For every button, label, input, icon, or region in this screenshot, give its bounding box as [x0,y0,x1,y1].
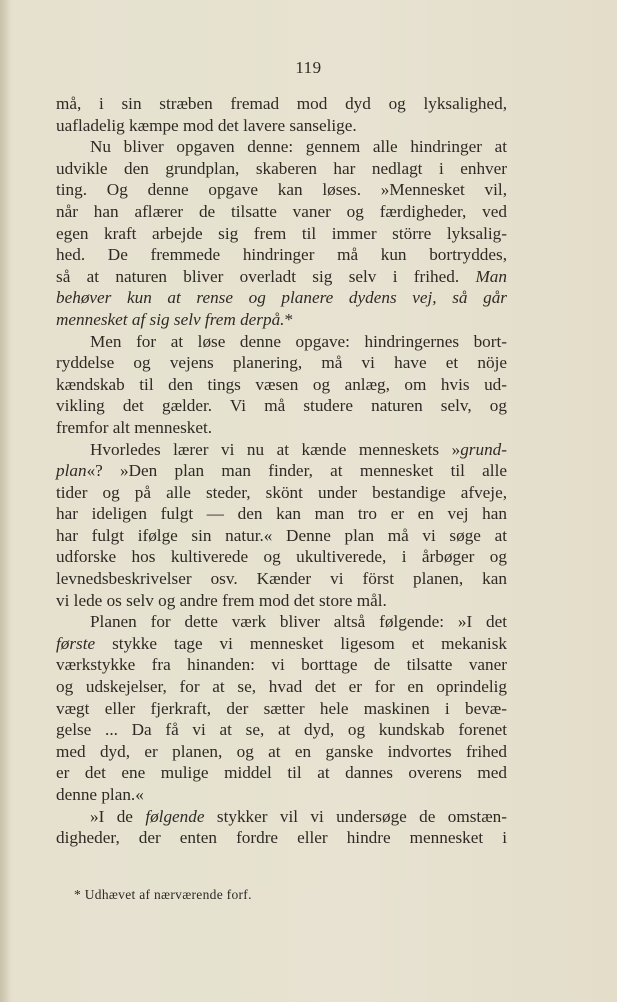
text-line [56,395,507,417]
text-segment: ting. Og denne opgave kan løses. »Mennesket vil, [56,180,507,200]
text-line [56,439,507,461]
text-line [56,698,507,720]
text-segment: fremfor alt mennesket. [56,417,213,437]
text-line [56,762,507,784]
text-line [56,201,507,223]
text-segment: * [284,309,294,329]
text-segment: Planen for dette værk bliver altså følgende: »I det [90,612,507,632]
text-segment: så at naturen bliver overladt sig selv i frihed. [56,266,476,286]
text-segment: »I de [90,806,146,826]
text-line [56,158,507,180]
text-segment: udforske hos kultiverede og ukultiverede, i årbøger og [56,547,507,567]
text-segment: vægt eller fjerkraft, der sætter hele maskinen i bevæ- [56,698,507,718]
text-line [56,179,507,201]
text-segment: gelse ... Da få vi at se, at dyd, og kundskab forenet [56,720,507,740]
text-segment: hed. De fremmede hindringer må kun bortryddes, [56,245,507,265]
text-line [56,244,507,266]
text-segment: vikling det gælder. Vi må studere naturen selv, og [56,396,507,416]
text-segment: kændskab til den tings væsen og anlæg, om hvis ud- [56,374,507,394]
text-line [56,719,507,741]
text-line [56,546,507,568]
italic-text: Man [475,266,507,286]
text-line [56,115,507,137]
page-gutter-shadow [0,0,10,1002]
text-line [56,633,507,655]
italic-text: følgende [145,806,205,826]
text-line [56,482,507,504]
text-line [56,460,507,482]
body-text [56,93,507,849]
text-line [56,352,507,374]
text-line [56,525,507,547]
text-line [56,93,507,115]
text-line [56,568,507,590]
text-segment: er det ene mulige middel til at dannes overens med [56,763,507,783]
text-segment: når han aflærer de tilsatte vaner og færdigheder, ved [56,201,507,221]
text-segment: levnedsbeskrivelser osv. Kænder vi först planen, kan [56,569,507,589]
text-segment: ryddelse og vejens planering, må vi have et nöje [56,353,507,373]
text-segment: Nu bliver opgaven denne: gennem alle hindringer at [90,137,507,157]
text-line [56,806,507,828]
text-line [56,590,507,612]
text-line [56,223,507,245]
text-line [56,827,507,849]
text-segment: og udskejelser, for at se, hvad det er for en oprindelig [56,677,507,697]
text-line [56,676,507,698]
text-line [56,266,507,288]
italic-text: plan [56,461,87,481]
text-line [56,654,507,676]
text-segment: digheder, der enten fordre eller hindre mennesket i [56,828,507,848]
text-segment: «? »Den plan man finder, at mennesket til alle [86,461,507,481]
text-segment: med dyd, er planen, og at en ganske indvortes frihed [56,741,507,761]
text-line [56,417,507,439]
text-segment: uafladelig kæmpe mod det lavere sanselige. [56,115,357,135]
text-segment: må, i sin stræben fremad mod dyd og lyksalighed, [56,94,507,113]
text-segment: værkstykke fra hinanden: vi borttage de tilsatte vaner [56,655,507,675]
text-segment: Men for at løse denne opgave: hindringernes bort- [90,331,507,351]
text-line [56,741,507,763]
text-segment: har fulgt ifølge sin natur.« Denne plan må vi søge at [56,525,507,545]
text-segment: egen kraft arbejde sig frem til immer större lyksalig- [56,223,507,243]
page-number: 119 [295,58,322,77]
italic-text: grund- [460,439,507,459]
text-line [56,784,507,806]
text-line [56,309,507,331]
italic-text: behøver kun at rense og planere dydens vej, så går [56,288,507,308]
text-line [56,287,507,309]
italic-text: første [56,633,96,653]
text-line [56,331,507,353]
footnote: * Udhævet af nærværende forf. [74,887,252,902]
text-segment: Hvorledes lærer vi nu at kænde menneskets » [90,439,461,459]
text-segment: udvikle den grundplan, skaberen har nedlagt i enhver [56,158,507,178]
text-segment: tider og på alle steder, skönt under bestandige afveje, [56,482,507,502]
italic-text: mennesket af sig selv frem derpå. [56,309,285,329]
text-segment: har ideligen fulgt — den kan man tro er en vej han [56,504,507,524]
text-segment: vi lede os selv og andre frem mod det store mål. [56,590,387,610]
text-segment: stykker vil vi undersøge de omstæn- [204,806,507,826]
text-segment: stykke tage vi mennesket ligesom et mekanisk [95,633,507,653]
text-segment: denne plan.« [56,785,144,804]
text-line [56,503,507,525]
text-line [56,374,507,396]
text-line [56,136,507,158]
text-line [56,611,507,633]
